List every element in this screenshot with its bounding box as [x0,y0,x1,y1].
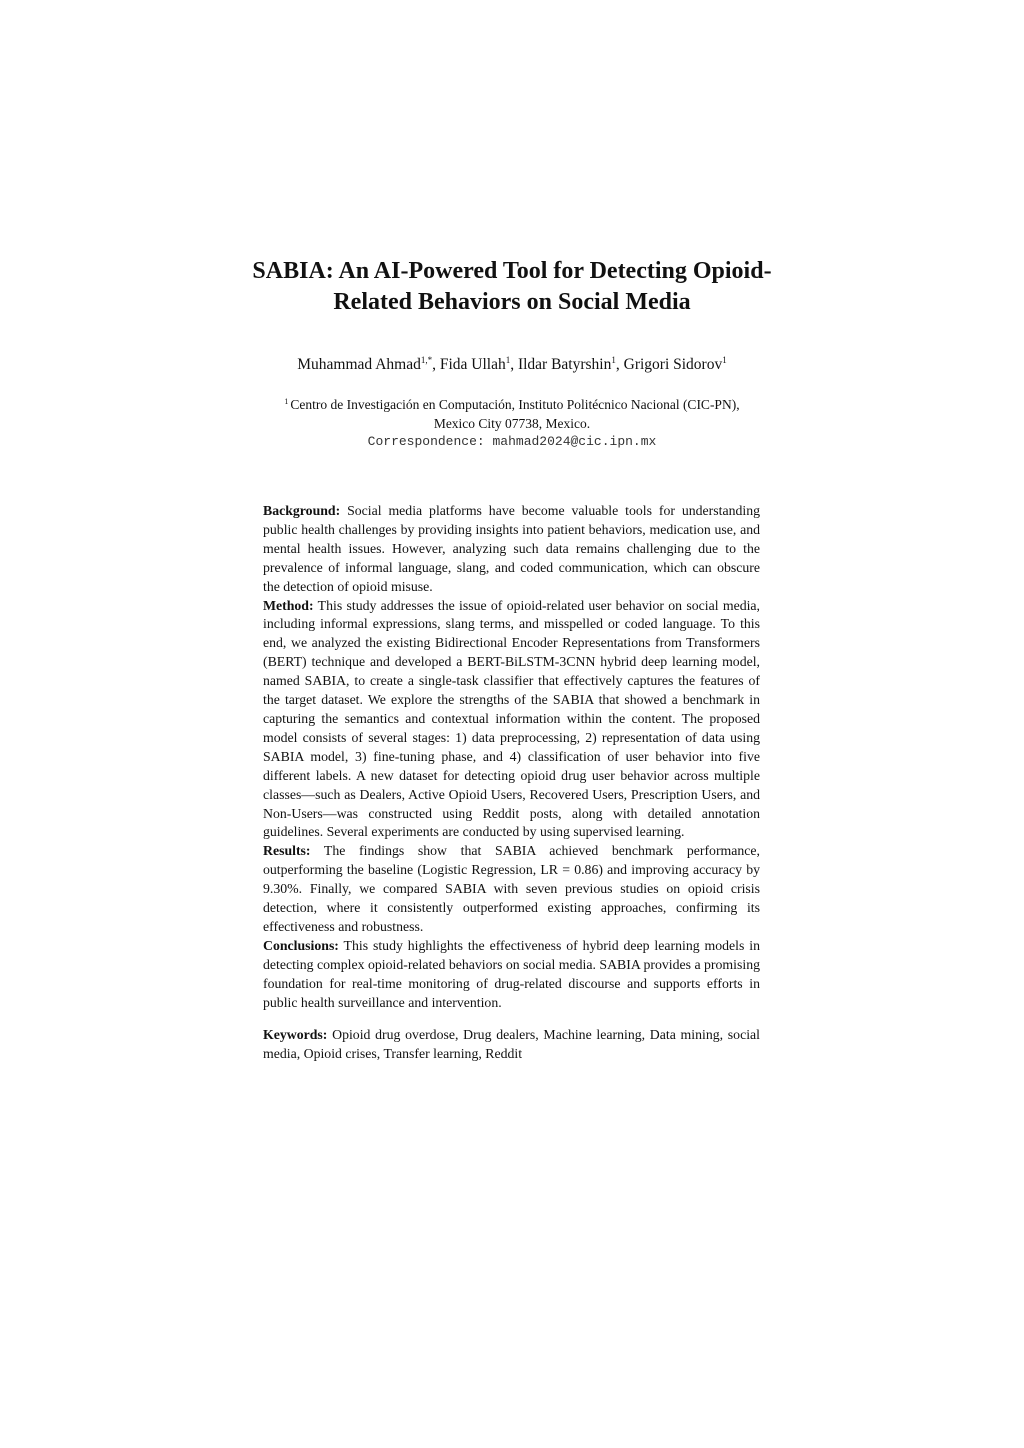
abstract-method [263,597,760,843]
method-label: Method: [263,597,314,613]
author-list: Muhammad Ahmad$^{1,*}$, Fida Ullah$^1$, Ildar Batyrshin$^1$, Grigori Sidorov$^1$ [297,354,727,373]
author-name: Fida Ullah [439,356,506,373]
keywords-label: Keywords: [263,1027,328,1043]
author-affiliation-mark: 1,* [420,354,433,365]
title-line-1: SABIA: An AI-Powered Tool for Detecting Opioid- [252,258,772,284]
author-affiliation-mark: 1 [722,354,727,365]
background-label: Background: [263,503,341,518]
affiliation [150,395,874,433]
affiliation-line-2: Mexico City 07738, Mexico. [433,416,591,431]
author-name: Ildar Batyrshin [517,356,612,373]
affiliation-line-1 [150,395,874,414]
results-text: The findings show that SABIA achieved benchmark performance, outperforming the baseline (Logistic Regression, LR = 0.86) and improving accuracy by 9.30%. Finally, we compared SABIA with seven previous studies on opioid crisis detection, where it consistently outperformed existing approaches, confirming its effectiveness and robustness. [263,843,760,934]
conclusions-text: This study highlights the effectiveness of hybrid deep learning models in detecting complex opioid-related behaviors on social media. SABIA provides a promising foundation for real-time monitoring of drug-related discourse and supports efforts in public health surveillance and intervention. [263,937,760,1010]
abstract-conclusions [263,937,760,1013]
method-text: This study addresses the issue of opioid-related user behavior on social media, including informal expressions, slang terms, and misspelled or coded language. To this end, we analyzed the existing Bidirectional Encoder Representations from Transformers (BERT) technique and developed a BERT-BiLSTM-3CNN hybrid deep learning model, named SABIA, to create a single-task classifier that effectively captures the features of the target dataset. We explore the strengths of the SABIA that showed a benchmark in capturing the semantics and contextual information within the content. The proposed model consists of several stages: 1) data preprocessing, 2) representation of data using SABIA model, 3) fine-tuning phase, and 4) classification of user behavior into five different labels. A new dataset for detecting opioid drug user behavior across multiple classes—such as Dealers, Active Opioid Users, Recovered Users, Prescription Users, and Non-Users—was constructed using Reddit posts, along with detailed annotation guidelines. Several experiments are conducted by using supervised learning. [263,597,760,840]
abstract-background [263,502,760,597]
results-label: Results: [263,843,311,859]
affiliation-mark: 1 [284,396,289,406]
correspondence-email: Correspondence: mahmad2024@cic.ipn.mx [367,434,657,449]
conclusions-label: Conclusions: [263,937,339,953]
author-name: Grigori Sidorov [623,356,723,373]
abstract-results [263,842,760,937]
paper-title [200,256,824,318]
keywords-text: Opioid drug overdose, Drug dealers, Machine learning, Data mining, social media, Opioid crises, Transfer learning, Reddit [263,1027,760,1062]
keywords [263,1026,760,1064]
author-name: Muhammad Ahmad [297,356,421,373]
affiliation-text-1: Centro de Investigación en Computación, Instituto Politécnico Nacional (CIC-PN), [290,397,740,412]
abstract [263,502,760,1064]
background-text: Social media platforms have become valuable tools for understanding public health challenges by providing insights into patient behaviors, medication use, and mental health issues. However, analyzing such data remains challenging due to the prevalence of informal language, slang, and coded communication, which can obscure the detection of opioid misuse. [263,503,760,594]
title-line-2: Related Behaviors on Social Media [333,289,691,315]
author-affiliation-mark: 1 [611,354,616,365]
author-affiliation-mark: 1 [505,354,511,365]
